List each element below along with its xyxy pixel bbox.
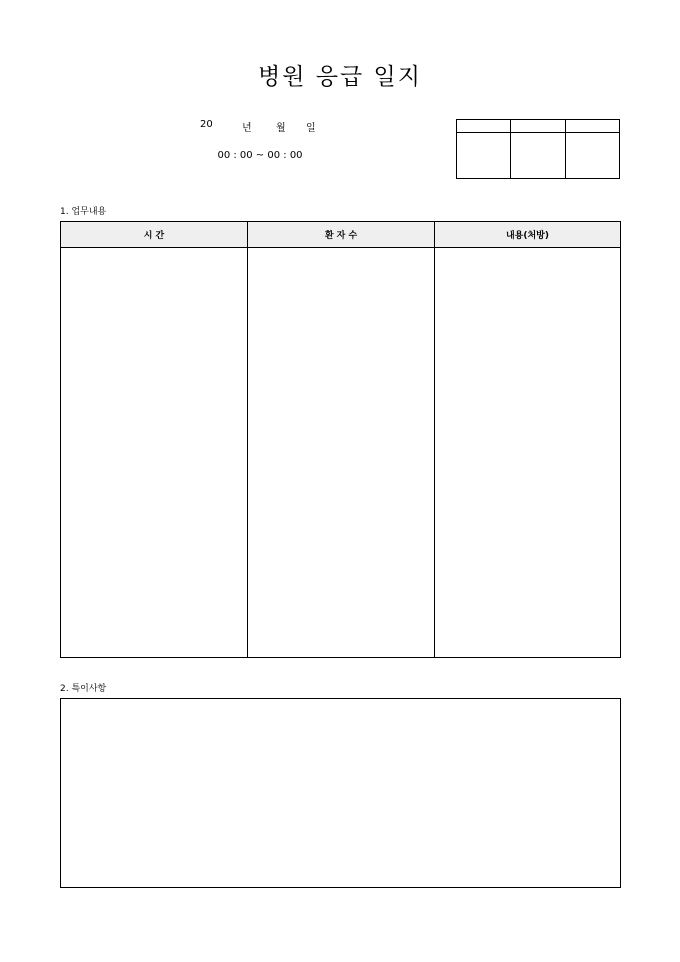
time-range: 00 : 00 ~ 00 : 00 <box>217 150 303 161</box>
day-label: 일 <box>306 123 316 134</box>
approval-box <box>456 119 620 179</box>
section2-label: 2. 특이사항 <box>60 684 107 694</box>
approval-sign-cell <box>565 133 619 179</box>
column-header-time: 시 간 <box>61 222 248 248</box>
content-cell <box>435 248 621 658</box>
patients-cell <box>248 248 435 658</box>
approval-sign-cell <box>511 133 565 179</box>
approval-sign-cell <box>457 133 511 179</box>
year-label: 년 <box>242 123 252 134</box>
section1-label: 1. 업무내용 <box>60 207 107 217</box>
column-header-content: 내용(처방) <box>435 222 621 248</box>
document-title: 병원 응급 일지 <box>258 64 422 90</box>
time-cell <box>61 248 248 658</box>
work-table <box>60 221 621 658</box>
approval-header-cell <box>511 120 565 133</box>
year-prefix: 20 <box>200 119 213 130</box>
column-header-patients: 환 자 수 <box>248 222 435 248</box>
approval-header-cell <box>565 120 619 133</box>
approval-header-cell <box>457 120 511 133</box>
month-label: 월 <box>276 123 286 134</box>
notes-box <box>60 698 621 888</box>
